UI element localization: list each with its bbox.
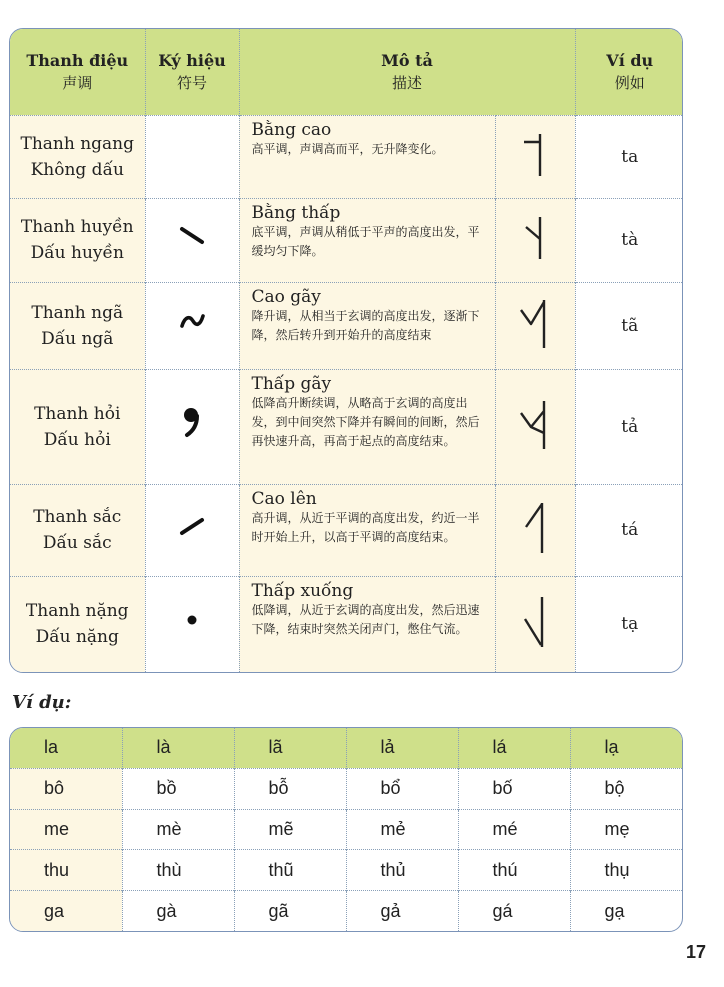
example-cell: lã (234, 728, 346, 768)
example-row (10, 809, 682, 850)
tone-example: tã (575, 282, 683, 369)
example-cell: mé (458, 809, 570, 850)
tone-description: Bằng cao 高平调，声调高而平，无升降变化。 (239, 115, 495, 198)
example-cell: ga (10, 891, 122, 931)
example-cell: thú (458, 850, 570, 891)
header-symbol: Ký hiệu 符号 (145, 29, 239, 115)
broken-rising-contour-icon (495, 282, 575, 369)
page-number: 17 (685, 942, 706, 962)
tone-name: Thanh ngang Không dấu (10, 115, 145, 198)
low-glottal-contour-icon (495, 576, 575, 672)
example-cell: bộ (570, 768, 682, 809)
example-cell: mẹ (570, 809, 682, 850)
tone-name: Thanh sắc Dấu sắc (10, 484, 145, 576)
tone-row (10, 282, 683, 369)
example-row (10, 850, 682, 891)
tone-description: Thấp xuống 低降调，从近于玄调的高度出发，然后迅速下降，结束时突然关闭声门，憋住气流。 (239, 576, 495, 672)
level-high-contour-icon (495, 115, 575, 198)
example-cell: bồ (122, 768, 234, 809)
tone-example: tạ (575, 576, 683, 672)
example-cell: gả (346, 891, 458, 931)
tone-name: Thanh hỏi Dấu hỏi (10, 369, 145, 484)
examples-heading: Ví dụ: (12, 692, 72, 713)
example-cell: thu (10, 850, 122, 891)
example-row (10, 728, 682, 768)
example-cell: mẻ (346, 809, 458, 850)
example-cell: thủ (346, 850, 458, 891)
acute-accent-icon (145, 484, 239, 576)
tone-description: Cao lên 高升调，从近于平调的高度出发，约近一半时开始上升，以高于平调的高度结束。 (239, 484, 495, 576)
dot-below-icon (145, 576, 239, 672)
example-cell: thù (122, 850, 234, 891)
example-row (10, 768, 682, 809)
header-example: Ví dụ 例如 (575, 29, 683, 115)
example-cell: gạ (570, 891, 682, 931)
tone-row (10, 198, 683, 282)
tilde-icon (145, 282, 239, 369)
examples-table (9, 727, 683, 932)
tone-description: Cao gãy 降升调，从相当于玄调的高度出发，逐渐下降，然后转升到开始升的高度结束 (239, 282, 495, 369)
example-cell: mẽ (234, 809, 346, 850)
example-cell: la (10, 728, 122, 768)
tone-table-header (10, 29, 683, 115)
hook-above-icon (145, 369, 239, 484)
high-rising-contour-icon (495, 484, 575, 576)
example-cell: gá (458, 891, 570, 931)
tone-name: Thanh huyền Dấu huyền (10, 198, 145, 282)
example-cell: bổ (346, 768, 458, 809)
example-row (10, 891, 682, 931)
tone-row (10, 484, 683, 576)
tone-name: Thanh ngã Dấu ngã (10, 282, 145, 369)
example-cell: thũ (234, 850, 346, 891)
tone-row (10, 115, 683, 198)
example-cell: gã (234, 891, 346, 931)
example-cell: lạ (570, 728, 682, 768)
example-cell: bô (10, 768, 122, 809)
example-cell: mè (122, 809, 234, 850)
dipping-contour-icon (495, 369, 575, 484)
tone-row (10, 369, 683, 484)
example-cell: gà (122, 891, 234, 931)
tone-example: tả (575, 369, 683, 484)
example-cell: là (122, 728, 234, 768)
tone-example: tà (575, 198, 683, 282)
tone-row (10, 576, 683, 672)
tone-table (9, 28, 683, 673)
example-cell: me (10, 809, 122, 850)
header-tone: Thanh điệu 声调 (10, 29, 145, 115)
tone-description: Thấp gãy 低降高升断续调，从略高于玄调的高度出发，到中间突然下降并有瞬间的间断，然后再快速升高，再高于起点的高度结束。 (239, 369, 495, 484)
tone-name: Thanh nặng Dấu nặng (10, 576, 145, 672)
tone-description: Bằng thấp 底平调，声调从稍低于平声的高度出发，平缓均匀下降。 (239, 198, 495, 282)
tone-example: ta (575, 115, 683, 198)
no-mark-icon (145, 115, 239, 198)
example-cell: bố (458, 768, 570, 809)
grave-accent-icon (145, 198, 239, 282)
example-cell: lá (458, 728, 570, 768)
header-description: Mô tả 描述 (239, 29, 575, 115)
example-cell: thụ (570, 850, 682, 891)
low-falling-contour-icon (495, 198, 575, 282)
tone-example: tá (575, 484, 683, 576)
example-cell: bỗ (234, 768, 346, 809)
example-cell: lả (346, 728, 458, 768)
